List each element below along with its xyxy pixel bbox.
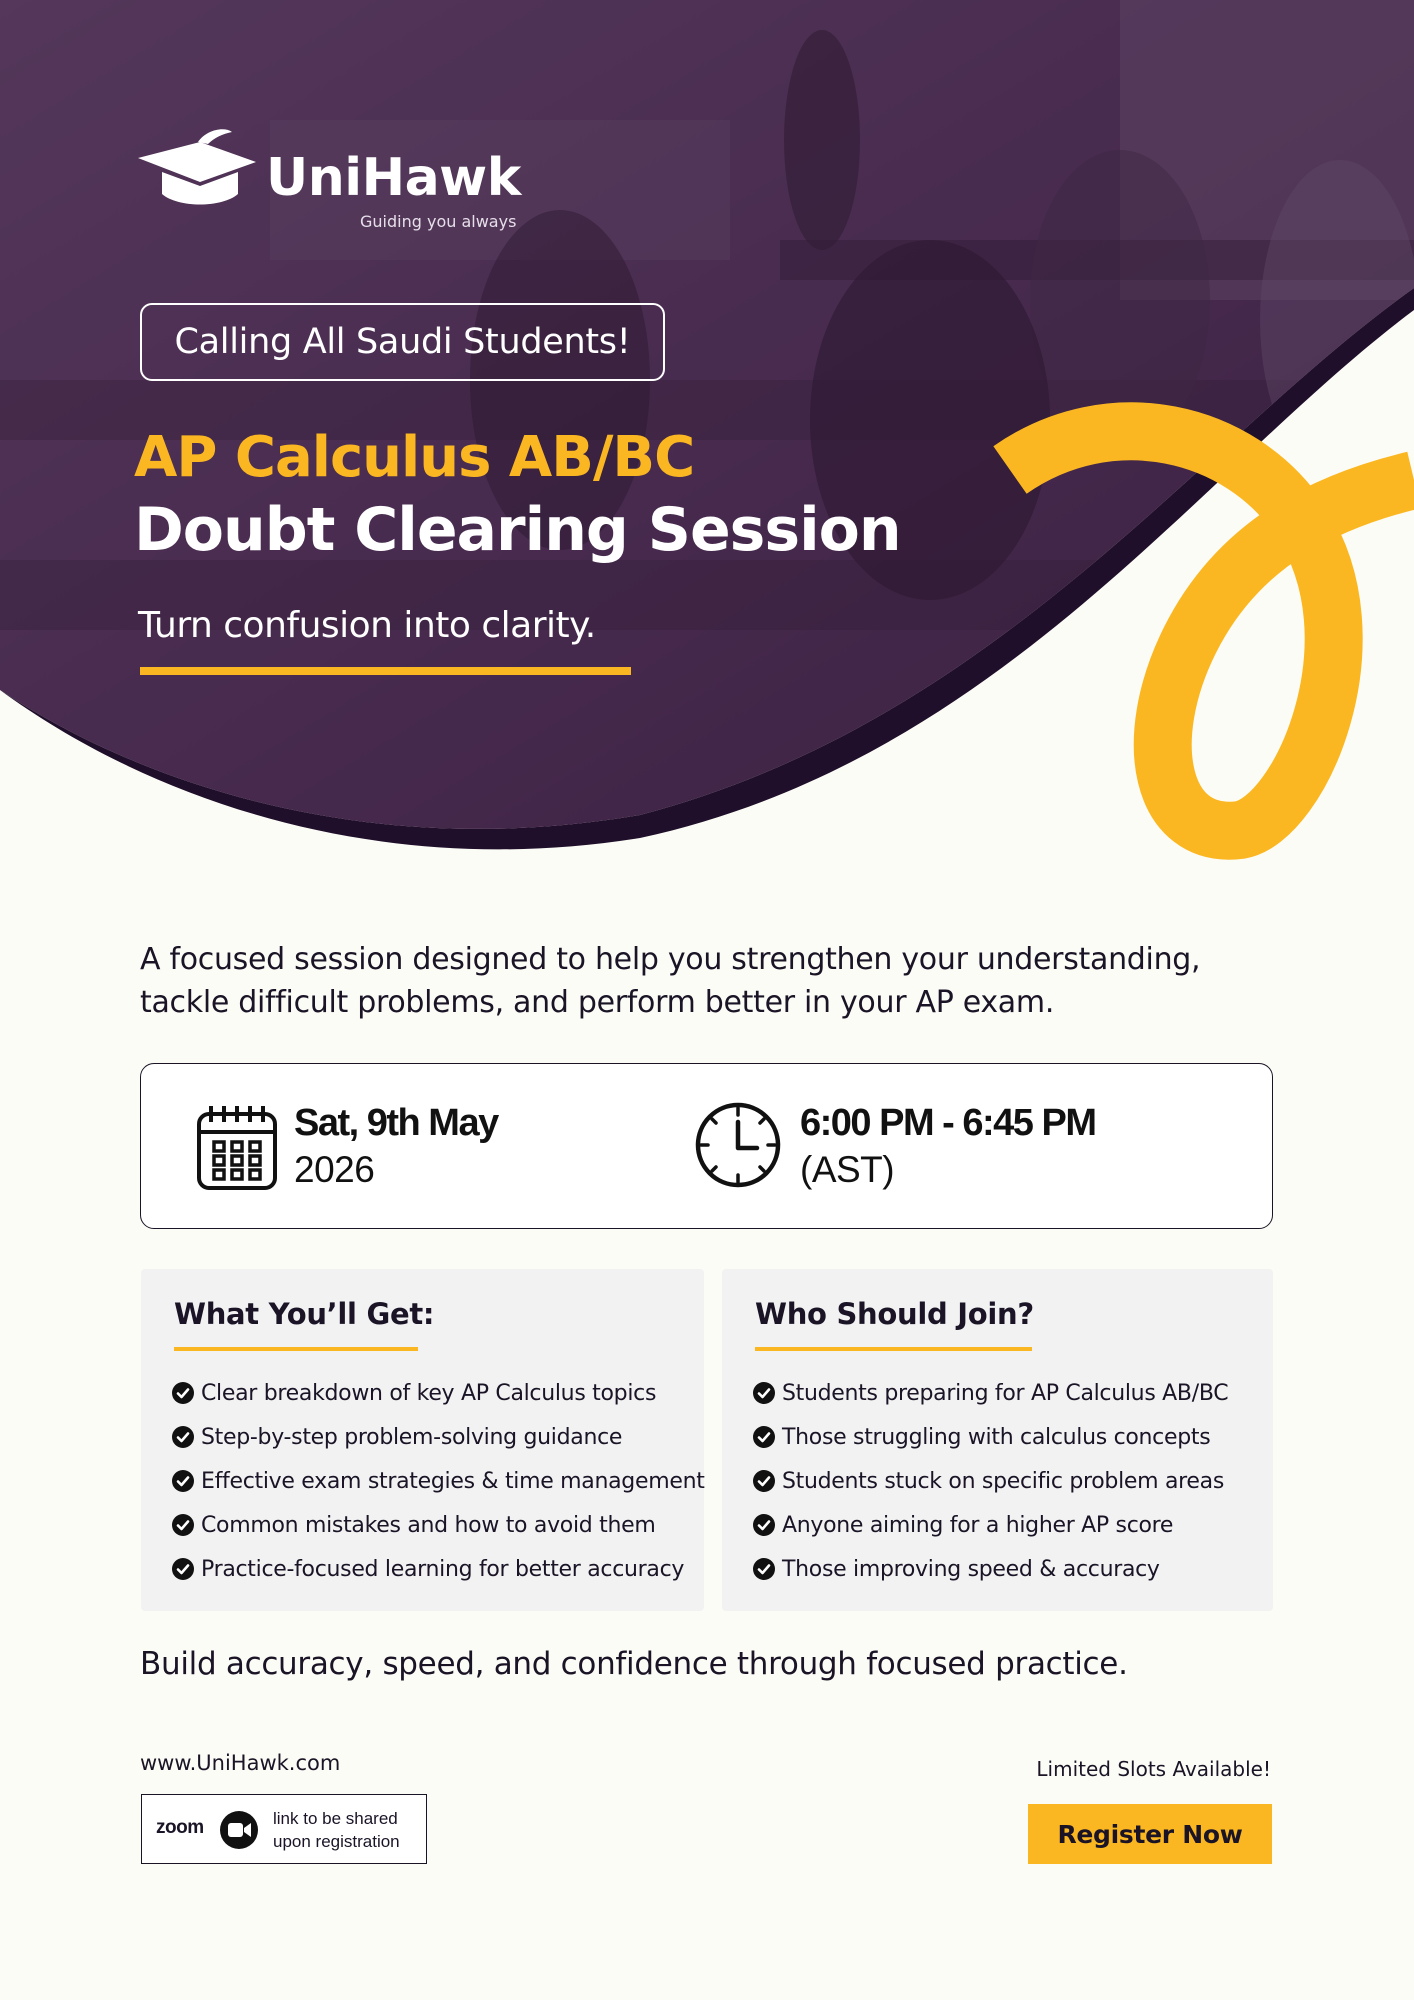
check-circle-icon xyxy=(753,1382,775,1404)
benefits-list xyxy=(172,1371,705,1591)
list-item xyxy=(753,1547,1228,1591)
hero-subtitle: Turn confusion into clarity. xyxy=(138,605,596,646)
clock-icon xyxy=(693,1100,783,1190)
event-year: 2026 xyxy=(294,1149,375,1190)
zoom-note-line-1: link to be shared xyxy=(273,1809,398,1828)
list-item-text: Common mistakes and how to avoid them xyxy=(201,1512,656,1538)
event-date: Sat, 9th May xyxy=(294,1102,498,1144)
intro-line-2: tackle difficult problems, and perform better in your AP exam. xyxy=(140,985,1055,1020)
check-circle-icon xyxy=(172,1382,194,1404)
list-item-text: Step-by-step problem-solving guidance xyxy=(201,1424,623,1450)
audience-badge: Calling All Saudi Students! xyxy=(140,303,665,381)
benefits-title-underline xyxy=(174,1347,418,1351)
brand-name: UniHawk xyxy=(266,148,521,208)
zoom-note-line-2: upon registration xyxy=(273,1832,400,1851)
list-item-text: Students stuck on specific problem areas xyxy=(782,1468,1224,1494)
list-item-text: Those struggling with calculus concepts xyxy=(782,1424,1211,1450)
list-item xyxy=(172,1459,705,1503)
audience-card xyxy=(722,1269,1273,1611)
list-item xyxy=(753,1415,1228,1459)
calendar-icon xyxy=(196,1104,278,1192)
zoom-info-box xyxy=(141,1794,427,1864)
list-item-text: Anyone aiming for a higher AP score xyxy=(782,1512,1174,1538)
event-time: 6:00 PM - 6:45 PM xyxy=(800,1102,1096,1144)
check-circle-icon xyxy=(753,1558,775,1580)
check-circle-icon xyxy=(172,1558,194,1580)
list-item xyxy=(172,1415,705,1459)
audience-list xyxy=(753,1371,1228,1591)
brand-logo xyxy=(138,128,538,238)
list-item-text: Effective exam strategies & time management xyxy=(201,1468,705,1494)
brand-tagline: Guiding you always xyxy=(360,212,517,231)
list-item-text: Students preparing for AP Calculus AB/BC xyxy=(782,1380,1229,1406)
benefits-card xyxy=(141,1269,704,1611)
schedule-box xyxy=(140,1063,1273,1229)
list-item xyxy=(172,1503,705,1547)
website-link[interactable]: www.UniHawk.com xyxy=(140,1751,341,1775)
list-item xyxy=(753,1371,1228,1415)
zoom-wordmark: zoom xyxy=(156,1817,204,1838)
list-item xyxy=(172,1547,705,1591)
event-timezone: (AST) xyxy=(800,1149,895,1190)
graduation-cap-logo-icon xyxy=(138,128,256,210)
zoom-note xyxy=(273,1807,400,1853)
check-circle-icon xyxy=(753,1514,775,1536)
closing-tagline: Build accuracy, speed, and confidence through focused practice. xyxy=(140,1646,1128,1682)
course-title: AP Calculus AB/BC xyxy=(134,425,695,490)
session-title: Doubt Clearing Session xyxy=(134,495,901,565)
audience-title: Who Should Join? xyxy=(755,1297,1034,1331)
list-item-text: Practice-focused learning for better accuracy xyxy=(201,1556,685,1582)
list-item xyxy=(172,1371,705,1415)
subtitle-underline xyxy=(140,667,631,675)
list-item-text: Those improving speed & accuracy xyxy=(782,1556,1160,1582)
check-circle-icon xyxy=(753,1426,775,1448)
zoom-camera-icon xyxy=(220,1811,258,1849)
register-now-button[interactable]: Register Now xyxy=(1028,1804,1272,1864)
audience-title-underline xyxy=(755,1347,1032,1351)
list-item xyxy=(753,1459,1228,1503)
check-circle-icon xyxy=(172,1514,194,1536)
list-item-text: Clear breakdown of key AP Calculus topics xyxy=(201,1380,657,1406)
benefits-title: What You’ll Get: xyxy=(174,1297,435,1331)
check-circle-icon xyxy=(172,1426,194,1448)
list-item xyxy=(753,1503,1228,1547)
limited-slots-note: Limited Slots Available! xyxy=(1036,1757,1271,1781)
intro-line-1: A focused session designed to help you strengthen your understanding, xyxy=(140,942,1201,977)
check-circle-icon xyxy=(753,1470,775,1492)
intro-paragraph xyxy=(140,938,1300,1024)
check-circle-icon xyxy=(172,1470,194,1492)
